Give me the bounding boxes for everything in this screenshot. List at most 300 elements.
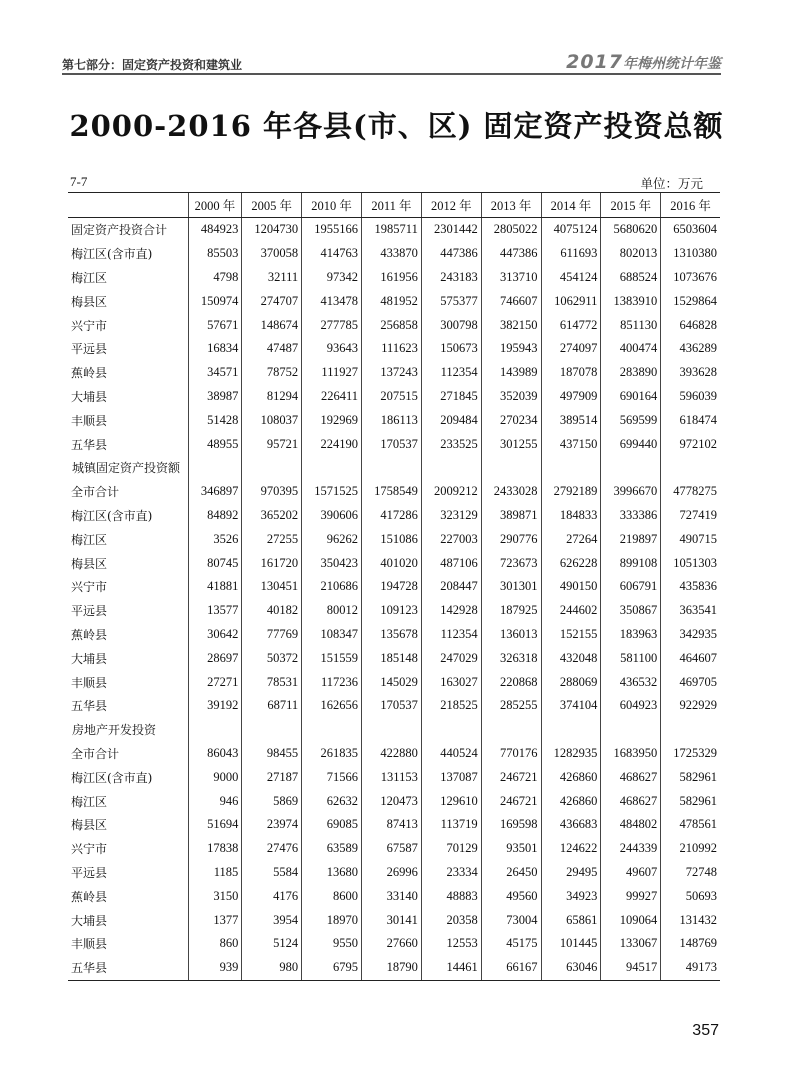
table-cell: 219897 [601,527,661,551]
table-cell: 195943 [481,337,541,361]
column-header: 2011 年 [362,193,422,218]
row-label: 五华县 [71,699,108,714]
table-cell: 150673 [421,337,481,361]
table-row [68,694,720,718]
table-cell: 497909 [541,385,601,409]
table-row [68,242,720,266]
table-cell: 342935 [661,623,720,647]
table-cell: 244602 [541,599,601,623]
table-cell: 946 [188,789,242,813]
table-cell: 3954 [242,908,302,932]
table-cell: 1955166 [302,218,362,242]
table-cell: 84892 [188,504,242,528]
row-label: 梅江区 [71,794,108,809]
table-cell: 582961 [661,789,720,813]
table-cell: 117236 [302,670,362,694]
table-cell: 618474 [661,408,720,432]
table-cell: 47487 [242,337,302,361]
table-cell [362,456,422,480]
header-label-cell [68,193,188,218]
table-cell: 490715 [661,527,720,551]
table-cell: 699440 [601,432,661,456]
table-row [68,813,720,837]
table-cell: 20358 [421,908,481,932]
row-label: 蕉岭县 [71,366,108,381]
table-cell: 148674 [242,313,302,337]
table-cell: 27476 [242,837,302,861]
table-cell: 124622 [541,837,601,861]
table-row [68,670,720,694]
table-cell [421,456,481,480]
table-cell: 1985711 [362,218,422,242]
table-cell: 186113 [362,408,422,432]
row-label: 梅江区 [71,270,108,285]
column-header: 2016 年 [661,193,720,218]
table-cell: 210686 [302,575,362,599]
running-header-section: 第七部分：固定资产投资和建筑业 [62,58,243,72]
table-code: 7-7 [70,174,88,189]
table-cell [302,456,362,480]
table-cell: 1383910 [601,289,661,313]
row-label: 五华县 [71,437,108,452]
table-cell: 246721 [481,765,541,789]
table-cell: 207515 [362,385,422,409]
table-row [68,361,720,385]
table-cell: 1204730 [242,218,302,242]
column-header: 2000 年 [188,193,242,218]
table-cell: 390606 [302,504,362,528]
table-cell: 626228 [541,551,601,575]
table-cell [188,456,242,480]
table-row [68,742,720,766]
table-cell: 87413 [362,813,422,837]
table-cell: 41881 [188,575,242,599]
table-cell: 1377 [188,908,242,932]
column-header: 2013 年 [481,193,541,218]
table-cell: 414763 [302,242,362,266]
table-row [68,623,720,647]
table-cell: 68711 [242,694,302,718]
table-cell: 226411 [302,385,362,409]
table-cell: 73004 [481,908,541,932]
table-cell: 85503 [188,242,242,266]
column-header: 2012 年 [421,193,481,218]
table-row [68,385,720,409]
table-cell: 271845 [421,385,481,409]
table-row [68,599,720,623]
table-cell: 98455 [242,742,302,766]
table-cell: 851130 [601,313,661,337]
table-cell: 77769 [242,623,302,647]
table-cell: 120473 [362,789,422,813]
row-label: 兴宁市 [71,580,108,595]
table-cell: 478561 [661,813,720,837]
table-cell: 51694 [188,813,242,837]
table-cell: 4176 [242,884,302,908]
row-label: 丰顺县 [71,937,108,952]
table-row [68,861,720,885]
table-cell: 81294 [242,385,302,409]
table-cell: 209484 [421,408,481,432]
table-cell: 26996 [362,861,422,885]
table-cell: 389514 [541,408,601,432]
table-row [68,646,720,670]
row-label: 兴宁市 [71,842,108,857]
table-cell: 194728 [362,575,422,599]
row-label: 平远县 [71,342,108,357]
table-cell: 1073676 [661,266,720,290]
table-cell: 274707 [242,289,302,313]
table-cell: 2009212 [421,480,481,504]
table-cell: 131153 [362,765,422,789]
table-cell: 313710 [481,266,541,290]
table-cell: 468627 [601,765,661,789]
table-cell [481,456,541,480]
table-cell: 39192 [188,694,242,718]
table-cell: 436683 [541,813,601,837]
table-cell: 270234 [481,408,541,432]
table-cell: 66167 [481,956,541,980]
table-cell: 9550 [302,932,362,956]
table-cell: 137243 [362,361,422,385]
table-cell: 13680 [302,861,362,885]
table-cell: 435836 [661,575,720,599]
yearbook-name: 年梅州统计年鉴 [623,56,721,72]
table-cell: 401020 [362,551,422,575]
row-label: 大埔县 [71,651,108,666]
row-label: 房地产开发投资 [72,723,157,738]
table-cell: 23334 [421,861,481,885]
table-row [68,527,720,551]
table-cell: 490150 [541,575,601,599]
table-cell: 86043 [188,742,242,766]
table-cell: 481952 [362,289,422,313]
table-cell: 70129 [421,837,481,861]
table-cell: 18970 [302,908,362,932]
table-cell [242,456,302,480]
table-cell: 1310380 [661,242,720,266]
table-cell: 48883 [421,884,481,908]
table-row [68,575,720,599]
table-cell: 288069 [541,670,601,694]
table-cell: 432048 [541,646,601,670]
table-cell: 614772 [541,313,601,337]
table-cell: 78752 [242,361,302,385]
table-cell [421,718,481,742]
table-cell: 440524 [421,742,481,766]
table-row [68,432,720,456]
table-cell: 433870 [362,242,422,266]
table-cell: 802013 [601,242,661,266]
table-cell: 723673 [481,551,541,575]
column-header: 2010 年 [302,193,362,218]
table-cell: 27660 [362,932,422,956]
table-cell: 101445 [541,932,601,956]
table-cell: 3150 [188,884,242,908]
table-cell: 62632 [302,789,362,813]
table-row [68,765,720,789]
table-cell: 170537 [362,432,422,456]
table-cell: 899108 [601,551,661,575]
table-cell: 426860 [541,789,601,813]
table-cell: 261835 [302,742,362,766]
table-cell: 350867 [601,599,661,623]
table-cell: 352039 [481,385,541,409]
table-cell: 27255 [242,527,302,551]
row-label: 梅江区 [71,532,108,547]
table-cell: 40182 [242,599,302,623]
table-cell: 129610 [421,789,481,813]
table-cell: 65861 [541,908,601,932]
table-cell: 161956 [362,266,422,290]
table-cell: 5584 [242,861,302,885]
table-cell: 290776 [481,527,541,551]
table-cell: 447386 [421,242,481,266]
table-cell: 454124 [541,266,601,290]
table-cell: 67587 [362,837,422,861]
table-row [68,480,720,504]
table-cell: 6503604 [661,218,720,242]
table-cell: 111623 [362,337,422,361]
table-cell [661,718,720,742]
table-cell: 227003 [421,527,481,551]
table-body [68,218,720,981]
table-cell: 5869 [242,789,302,813]
column-header: 2015 年 [601,193,661,218]
table-cell: 346897 [188,480,242,504]
table-cell [541,456,601,480]
table-cell: 133067 [601,932,661,956]
table-cell: 2805022 [481,218,541,242]
row-label: 大埔县 [71,913,108,928]
table-cell: 980 [242,956,302,980]
section-header-row [68,718,720,742]
table-cell: 469705 [661,670,720,694]
table-cell: 1282935 [541,742,601,766]
table-cell: 611693 [541,242,601,266]
table-cell: 112354 [421,361,481,385]
table-cell: 2433028 [481,480,541,504]
table-cell: 109064 [601,908,661,932]
table-cell: 484923 [188,218,242,242]
table-cell: 151086 [362,527,422,551]
table-cell: 246721 [481,789,541,813]
row-label: 大埔县 [71,389,108,404]
table-cell: 417286 [362,504,422,528]
table-cell: 45175 [481,932,541,956]
row-label: 丰顺县 [71,413,108,428]
table-cell: 95721 [242,432,302,456]
table-cell: 28697 [188,646,242,670]
table-cell [242,718,302,742]
table-cell: 939 [188,956,242,980]
table-cell: 581100 [601,646,661,670]
table-cell: 63589 [302,837,362,861]
table-cell: 112354 [421,623,481,647]
table-cell: 161720 [242,551,302,575]
table-cell: 606791 [601,575,661,599]
table-cell: 184833 [541,504,601,528]
table-cell: 437150 [541,432,601,456]
table-cell: 1758549 [362,480,422,504]
table-cell: 30642 [188,623,242,647]
table-cell: 285255 [481,694,541,718]
table-cell: 94517 [601,956,661,980]
table-cell: 727419 [661,504,720,528]
table-cell: 277785 [302,313,362,337]
table-cell: 49173 [661,956,720,980]
table-cell: 32111 [242,266,302,290]
table-cell [661,456,720,480]
row-label: 蕉岭县 [71,627,108,642]
table-cell: 6795 [302,956,362,980]
table-cell: 646828 [661,313,720,337]
table-cell: 1571525 [302,480,362,504]
row-label: 兴宁市 [71,318,108,333]
table-cell: 50693 [661,884,720,908]
row-label: 梅江区(含市直) [71,508,153,523]
table-cell: 111927 [302,361,362,385]
table-cell: 1683950 [601,742,661,766]
table-cell [541,718,601,742]
table-cell: 169598 [481,813,541,837]
table-cell: 1185 [188,861,242,885]
table-cell: 218525 [421,694,481,718]
table-cell: 51428 [188,408,242,432]
table-cell: 301301 [481,575,541,599]
table-row [68,313,720,337]
table-cell: 80745 [188,551,242,575]
row-label: 梅县区 [71,294,108,309]
table-cell: 187078 [541,361,601,385]
table-row [68,837,720,861]
row-label: 平远县 [71,604,108,619]
section-header-row [68,456,720,480]
table-cell: 137087 [421,765,481,789]
table-cell: 3996670 [601,480,661,504]
running-header-yearbook [566,51,721,73]
table-cell: 208447 [421,575,481,599]
table-cell: 38987 [188,385,242,409]
table-cell: 350423 [302,551,362,575]
table-row [68,504,720,528]
table-cell: 326318 [481,646,541,670]
table-cell: 413478 [302,289,362,313]
table-cell: 5680620 [601,218,661,242]
table-cell [302,718,362,742]
table-cell: 4778275 [661,480,720,504]
row-label: 五华县 [68,956,188,980]
table-cell: 604923 [601,694,661,718]
table-cell: 365202 [242,504,302,528]
row-label: 丰顺县 [71,675,108,690]
table-cell: 17838 [188,837,242,861]
table-cell: 163027 [421,670,481,694]
table-cell: 363541 [661,599,720,623]
row-label: 固定资产投资合计 [71,223,168,238]
table-cell: 93643 [302,337,362,361]
table-cell: 145029 [362,670,422,694]
table-cell: 436289 [661,337,720,361]
table-cell: 210992 [661,837,720,861]
table-cell: 972102 [661,432,720,456]
table-cell: 152155 [541,623,601,647]
table-cell: 34571 [188,361,242,385]
table-cell: 5124 [242,932,302,956]
table-cell: 468627 [601,789,661,813]
table-cell: 113719 [421,813,481,837]
table-cell [188,718,242,742]
table-cell: 256858 [362,313,422,337]
row-label: 平远县 [71,865,108,880]
table-cell: 484802 [601,813,661,837]
table-cell: 447386 [481,242,541,266]
table-cell: 4798 [188,266,242,290]
table-cell: 244339 [601,837,661,861]
table-cell: 23974 [242,813,302,837]
table-cell: 224190 [302,432,362,456]
table-cell: 922929 [661,694,720,718]
table-cell: 1725329 [661,742,720,766]
table-cell: 130451 [242,575,302,599]
table-cell: 393628 [661,361,720,385]
table-cell: 426860 [541,765,601,789]
table-row [68,408,720,432]
table-cell: 860 [188,932,242,956]
table-cell: 569599 [601,408,661,432]
table-cell: 63046 [541,956,601,980]
table-cell: 247029 [421,646,481,670]
table-cell: 108037 [242,408,302,432]
table-cell: 170537 [362,694,422,718]
unit-label: 单位：万元 [640,176,703,191]
table-row [68,956,720,980]
table-cell: 2792189 [541,480,601,504]
page-title: 2000-2016 年各县(市、区) 固定资产投资总额 [69,109,724,143]
table-row [68,266,720,290]
table-cell: 78531 [242,670,302,694]
table-cell: 14461 [421,956,481,980]
table-cell: 8600 [302,884,362,908]
column-header: 2014 年 [541,193,601,218]
table-cell: 582961 [661,765,720,789]
table-cell: 143989 [481,361,541,385]
table-cell: 746607 [481,289,541,313]
table-cell: 148769 [661,932,720,956]
table-cell: 323129 [421,504,481,528]
table-cell: 96262 [302,527,362,551]
table-cell: 389871 [481,504,541,528]
table-cell: 48955 [188,432,242,456]
table-row [68,218,720,242]
table-cell: 220868 [481,670,541,694]
table-cell: 30141 [362,908,422,932]
table-cell: 596039 [661,385,720,409]
table-cell: 71566 [302,765,362,789]
table-cell: 400474 [601,337,661,361]
table-cell [481,718,541,742]
table-cell: 131432 [661,908,720,932]
table-cell: 49607 [601,861,661,885]
row-label: 城镇固定资产投资额 [72,461,181,476]
table-cell: 283890 [601,361,661,385]
table-cell: 970395 [242,480,302,504]
table-cell: 274097 [541,337,601,361]
row-label: 梅县区 [71,556,108,571]
table-cell: 12553 [421,932,481,956]
row-label: 全市合计 [71,485,120,500]
table-cell: 57671 [188,313,242,337]
